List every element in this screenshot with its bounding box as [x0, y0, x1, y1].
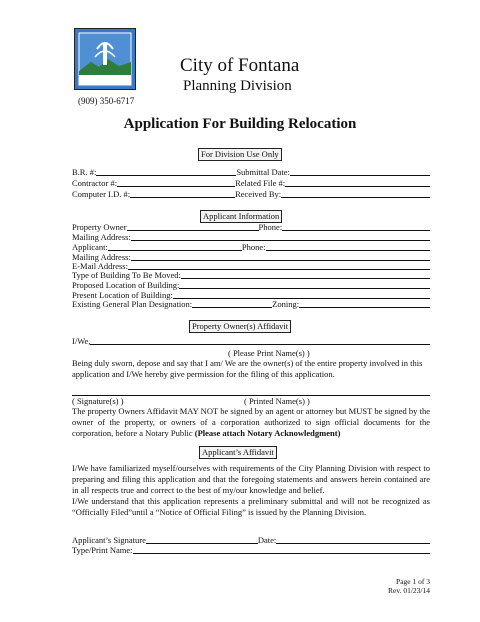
general-plan-field[interactable]	[192, 299, 272, 308]
city-name: City of Fontana	[180, 55, 300, 76]
zoning-label: Zoning:	[272, 299, 300, 309]
computer-id-row	[72, 189, 430, 200]
applicant-phone-field[interactable]	[266, 242, 430, 251]
type-print-name-field[interactable]	[133, 545, 430, 554]
division-phone: (909) 350-6717	[78, 96, 135, 106]
mailing-address-field[interactable]	[131, 232, 430, 241]
br-label: B.R. #:	[72, 167, 97, 177]
notary-text	[72, 406, 430, 439]
owner-phone-label: Phone:	[258, 222, 283, 232]
computer-id-label: Computer I.D. #:	[72, 189, 131, 199]
applicant-signature-label: Applicant’s Signature	[72, 535, 146, 545]
email-field[interactable]	[128, 261, 430, 270]
br-row	[72, 167, 430, 178]
related-file-label: Related File #:	[235, 178, 286, 188]
notary-body: The property Owners Affidavit MAY NOT be signed by an agent or attorney but MUST be signed by the owner of the property, or owners of a corporation authorized to sign official documents for the corporation, before a Notary Public	[72, 406, 430, 438]
proposed-location-label: Proposed Location of Building:	[72, 280, 180, 290]
contractor-row	[72, 178, 430, 189]
submittal-date-label: Submittal Date:	[236, 167, 290, 177]
notary-bold: (Please attach Notary Acknowledgment)	[194, 428, 341, 438]
property-owner-field[interactable]	[127, 222, 259, 231]
applicant-para1: I/We have familiarized myself/ourselves with requirements of the City Planning Division with respect to preparing and filing this application and that the foregoing statements and answers herein contained are in all respects true and correct to the best of my/our knowledge and belief.	[72, 463, 430, 495]
iwe-label: I/We,	[72, 336, 91, 346]
submittal-date-field[interactable]	[290, 167, 430, 176]
received-by-label: Received By:	[235, 189, 282, 199]
division-use-heading: For Division Use Only	[198, 148, 282, 161]
owner-phone-field[interactable]	[282, 222, 430, 231]
type-print-name-label: Type/Print Name:	[72, 545, 133, 555]
building-type-label: Type of Building To Be Moved:	[72, 270, 181, 280]
applicant-field[interactable]	[108, 242, 242, 251]
printed-name-caption: ( Printed Name(s) )	[244, 396, 310, 406]
page-number: Page 1 of 3	[396, 577, 430, 586]
property-owner-label: Property Owner	[72, 222, 127, 232]
mailing-address2-field[interactable]	[131, 252, 430, 261]
contractor-label: Contractor #:	[72, 178, 118, 188]
type-print-name-row	[72, 545, 430, 556]
applicant-date-label: Date:	[257, 535, 277, 545]
applicant-signature-field[interactable]	[146, 535, 258, 544]
applicant-date-field[interactable]	[276, 535, 430, 544]
email-label: E-Mail Address:	[72, 261, 128, 271]
computer-id-field[interactable]	[130, 189, 235, 198]
print-names-caption: ( Please Print Name(s) )	[228, 348, 310, 358]
owner-affidavit-heading: Property Owner(s) Affidavit	[189, 320, 291, 333]
received-by-field[interactable]	[281, 189, 430, 198]
division-name: Planning Division	[183, 78, 292, 94]
applicant-label: Applicant:	[72, 242, 108, 252]
iwe-row	[72, 336, 430, 347]
related-file-field[interactable]	[285, 178, 430, 187]
general-plan-label: Existing General Plan Designation:	[72, 299, 193, 309]
present-location-field[interactable]	[173, 290, 430, 299]
applicant-info-heading: Applicant Information	[200, 210, 282, 223]
present-location-label: Present Location of Building:	[72, 290, 173, 300]
br-field[interactable]	[96, 167, 236, 176]
mailing-address-label: Mailing Address:	[72, 232, 131, 242]
signature-caption: ( Signature(s) )	[72, 396, 124, 406]
building-type-field[interactable]	[181, 270, 430, 279]
form-title: Application For Building Relocation	[123, 116, 357, 132]
zoning-field[interactable]	[299, 299, 430, 308]
mailing-address2-label: Mailing Address:	[72, 252, 131, 262]
contractor-field[interactable]	[117, 178, 235, 187]
general-plan-row	[72, 299, 430, 310]
applicant-affidavit-heading: Applicant’s Affidavit	[199, 446, 277, 459]
applicant-para2: I/We understand that this application represents a preliminary submittal and will not be recognized as “Officially Filed”until a “Notice of Official Filing” is issued by the Planning Division.	[72, 496, 430, 517]
revision-date: Rev. 01/23/14	[387, 586, 430, 595]
owner-names-field[interactable]	[90, 336, 430, 345]
applicant-phone-label: Phone:	[241, 242, 266, 252]
owner-statement: Being duly sworn, depose and say that I am/ We are the owner(s) of the entire property involved in this application and I/We hereby give permission for the filing of this application.	[72, 358, 423, 379]
fontana-logo-icon	[75, 29, 135, 89]
city-logo	[74, 28, 136, 90]
proposed-location-field[interactable]	[179, 280, 430, 289]
